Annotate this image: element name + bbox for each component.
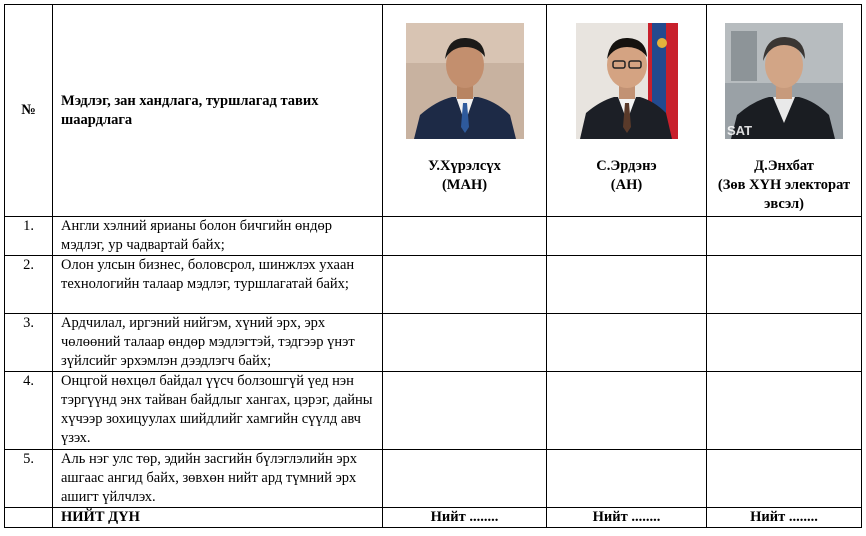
total-row — [5, 508, 862, 528]
score-cell[interactable] — [383, 217, 547, 256]
row-number: 4. — [5, 372, 53, 450]
number-header: № — [5, 5, 53, 217]
candidate-name-1: У.Хүрэлсүх — [428, 158, 501, 174]
requirement-text: Онцгой нөхцөл байдал үүсч болзошгүй үед нэн тэргүүнд энх тайван байдлыг хангах, цэрэг, дайны хүчээр зохицуулах шийдлийг хамгийн сүүлд авч үзэх. — [53, 372, 383, 450]
row-number: 1. — [5, 217, 53, 256]
evaluation-table — [4, 4, 862, 528]
candidate-photo-1 — [406, 23, 524, 139]
candidate-column-3 — [707, 5, 862, 217]
row-number: 2. — [5, 256, 53, 314]
score-cell[interactable] — [383, 256, 547, 314]
score-cell[interactable] — [707, 256, 862, 314]
candidate-column-1 — [383, 5, 547, 217]
total-cell-3[interactable]: Нийт ........ — [707, 508, 862, 528]
row-number: 3. — [5, 314, 53, 372]
table-row — [5, 372, 862, 450]
table-row — [5, 314, 862, 372]
row-number: 5. — [5, 450, 53, 508]
score-cell[interactable] — [547, 217, 707, 256]
total-label: НИЙТ ДҮН — [53, 508, 383, 528]
score-cell[interactable] — [707, 372, 862, 450]
requirement-header: Мэдлэг, зан хандлага, туршлагад тавих шаардлага — [53, 5, 383, 217]
score-cell[interactable] — [383, 450, 547, 508]
candidate-column-2 — [547, 5, 707, 217]
total-cell-2[interactable]: Нийт ........ — [547, 508, 707, 528]
candidate-party-2: (АН) — [610, 177, 643, 193]
score-cell[interactable] — [547, 314, 707, 372]
candidate-photo-3 — [725, 23, 843, 139]
header-row — [5, 5, 862, 217]
requirement-text: Англи хэлний ярианы болон бичгийн өндөр мэдлэг, ур чадвартай байх; — [53, 217, 383, 256]
candidate-party-1: (МАН) — [441, 177, 488, 193]
candidate-name-3: Д.Энхбат — [754, 158, 814, 174]
score-cell[interactable] — [383, 314, 547, 372]
requirement-text: Аль нэг улс төр, эдийн засгийн бүлэглэлийн эрх ашгаас ангид байх, зөвхөн нийт ард түмний эрх ашигт үйлчлэх. — [53, 450, 383, 508]
candidate-name-2: С.Эрдэнэ — [596, 158, 657, 174]
table-row — [5, 217, 862, 256]
requirement-text: Олон улсын бизнес, боловсрол, шинжлэх ухаан технологийн талаар мэдлэг, туршлагатай байх; — [53, 256, 383, 314]
score-cell[interactable] — [547, 450, 707, 508]
total-cell-1[interactable]: Нийт ........ — [383, 508, 547, 528]
score-cell[interactable] — [547, 372, 707, 450]
candidate-photo-2 — [576, 23, 678, 139]
table-row — [5, 256, 862, 314]
score-cell[interactable] — [547, 256, 707, 314]
requirement-text: Ардчилал, иргэний нийгэм, хүний эрх, эрх чөлөөний талаар өндөр мэдлэгтэй, тэдгээр үнэт зүйлсийг эрхэмлэн дээдлэгч байх; — [53, 314, 383, 372]
score-cell[interactable] — [383, 372, 547, 450]
score-cell[interactable] — [707, 314, 862, 372]
total-number-cell — [5, 508, 53, 528]
photo-watermark: SAT — [727, 123, 753, 138]
candidate-party-3: (Зөв ХҮН электорат эвсэл) — [717, 177, 851, 212]
table-row — [5, 450, 862, 508]
score-cell[interactable] — [707, 450, 862, 508]
score-cell[interactable] — [707, 217, 862, 256]
